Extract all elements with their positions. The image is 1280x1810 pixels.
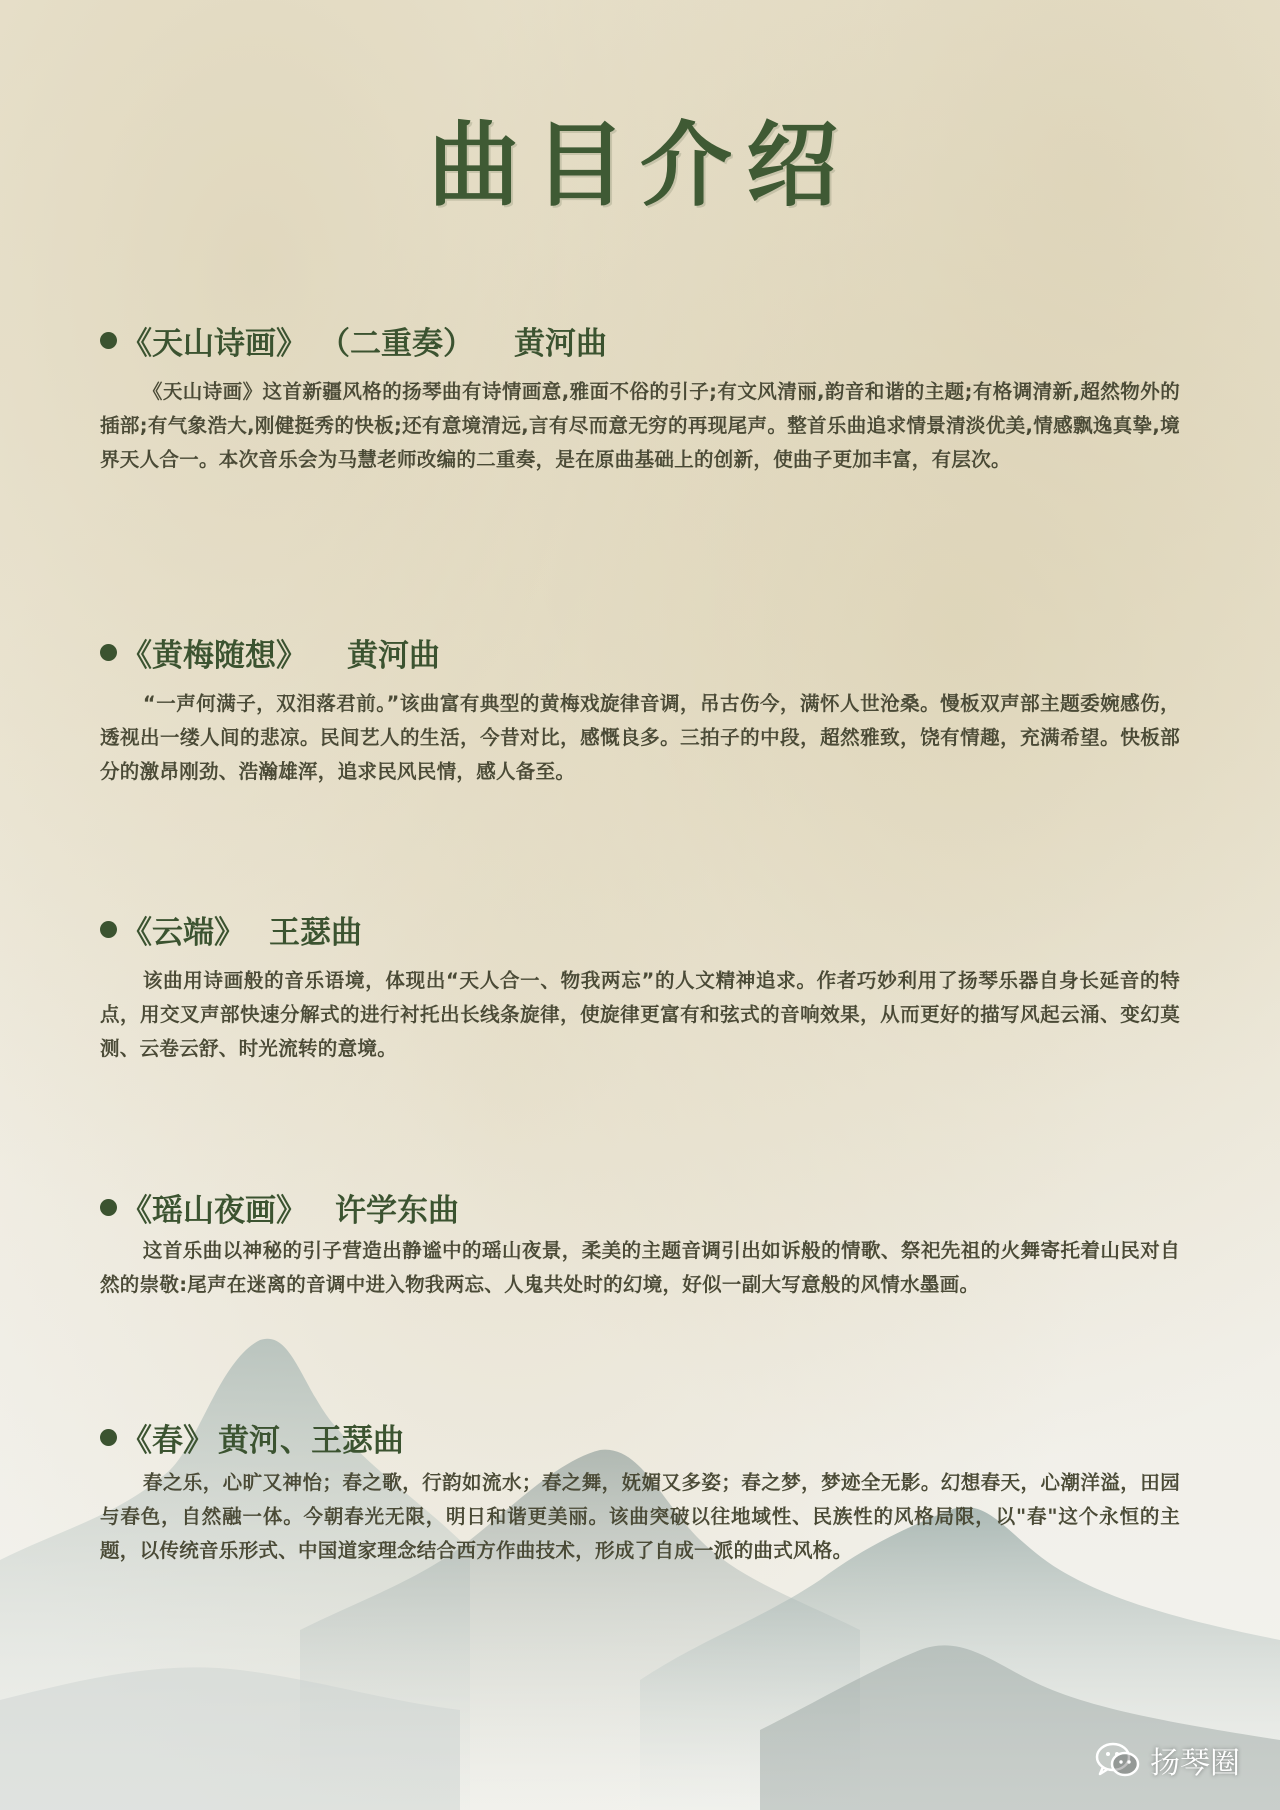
piece-section-1 bbox=[100, 318, 1180, 477]
piece-description: 春之乐，心旷又神怡；春之歌，行韵如流水；春之舞，妩媚又多姿；春之梦，梦迹全无影。幻想春天，心潮洋溢，田园与春色，自然融一体。今朝春光无限，明日和谐更美丽。该曲突破以往地域性、民族性的风格局限，以"春"这个永恒的主题，以传统音乐形式、中国道家理念结合西方作曲技术，形成了自成一派的曲式风格。 bbox=[100, 1471, 1180, 1562]
piece-heading bbox=[100, 907, 1180, 952]
piece-title: 《黄梅随想》 bbox=[121, 638, 307, 674]
piece-subtitle: （二重奏） bbox=[319, 326, 474, 362]
wechat-icon bbox=[1094, 1740, 1142, 1780]
piece-heading bbox=[100, 630, 1180, 675]
piece-composer: 黄河曲 bbox=[514, 326, 607, 362]
piece-section-2 bbox=[100, 630, 1180, 789]
bullet-icon bbox=[100, 1429, 117, 1446]
piece-description: 《天山诗画》这首新疆风格的扬琴曲有诗情画意,雅面不俗的引子;有文风清丽,韵音和谐的主题;有格调清新,超然物外的插部;有气象浩大,刚健挺秀的快板;还有意境清远,言有尽而意无穷的再现尾声。整首乐曲追求情景清淡优美,情感飘逸真挚,境界天人合一。本次音乐会为马慧老师改编的二重奏，是在原曲基础上的创新，使曲子更加丰富，有层次。 bbox=[100, 380, 1180, 471]
piece-section-5 bbox=[100, 1415, 1180, 1568]
bullet-icon bbox=[100, 921, 117, 938]
piece-title: 《天山诗画》 bbox=[121, 326, 307, 362]
piece-section-4 bbox=[100, 1185, 1180, 1302]
page-title: 曲目介绍 bbox=[427, 111, 852, 219]
piece-heading bbox=[100, 1185, 1180, 1230]
source-watermark bbox=[1094, 1738, 1240, 1782]
piece-section-3 bbox=[100, 907, 1180, 1066]
piece-heading bbox=[100, 318, 1180, 363]
piece-composer: 许学东曲 bbox=[335, 1193, 459, 1229]
piece-heading bbox=[100, 1415, 1180, 1460]
piece-title: 《瑶山夜画》 bbox=[121, 1193, 307, 1229]
bullet-icon bbox=[100, 332, 117, 349]
bullet-icon bbox=[100, 1199, 117, 1216]
watermark-label: 扬琴圈 bbox=[1150, 1746, 1240, 1781]
piece-composer: 王瑟曲 bbox=[269, 915, 362, 951]
piece-description: 该曲用诗画般的音乐语境，体现出“天人合一、物我两忘”的人文精神追求。作者巧妙利用了扬琴乐器自身长延音的特点，用交叉声部快速分解式的进行衬托出长线条旋律，使旋律更富有和弦式的音响效果，从而更好的描写风起云涌、变幻莫测、云卷云舒、时光流转的意境。 bbox=[100, 969, 1180, 1060]
bullet-icon bbox=[100, 644, 117, 661]
piece-description: “一声何满子，双泪落君前。”该曲富有典型的黄梅戏旋律音调，吊古伤今，满怀人世沧桑。慢板双声部主题委婉感伤，透视出一缕人间的悲凉。民间艺人的生活，今昔对比，感慨良多。三拍子的中段，超然雅致，饶有情趣，充满希望。快板部分的激昂刚劲、浩瀚雄浑，追求民风民情，感人备至。 bbox=[100, 692, 1180, 783]
piece-description: 这首乐曲以神秘的引子营造出静谧中的瑶山夜景，柔美的主题音调引出如诉般的情歌、祭祀先祖的火舞寄托着山民对自然的崇敬:尾声在迷离的音调中进入物我两忘、人鬼共处时的幻境，好似一副大写意般的风情水墨画。 bbox=[100, 1239, 1180, 1296]
piece-title: 《云端》 bbox=[121, 915, 245, 951]
piece-title: 《春》 bbox=[121, 1423, 214, 1459]
piece-composer: 黄河、王瑟曲 bbox=[218, 1423, 404, 1459]
piece-composer: 黄河曲 bbox=[347, 638, 440, 674]
